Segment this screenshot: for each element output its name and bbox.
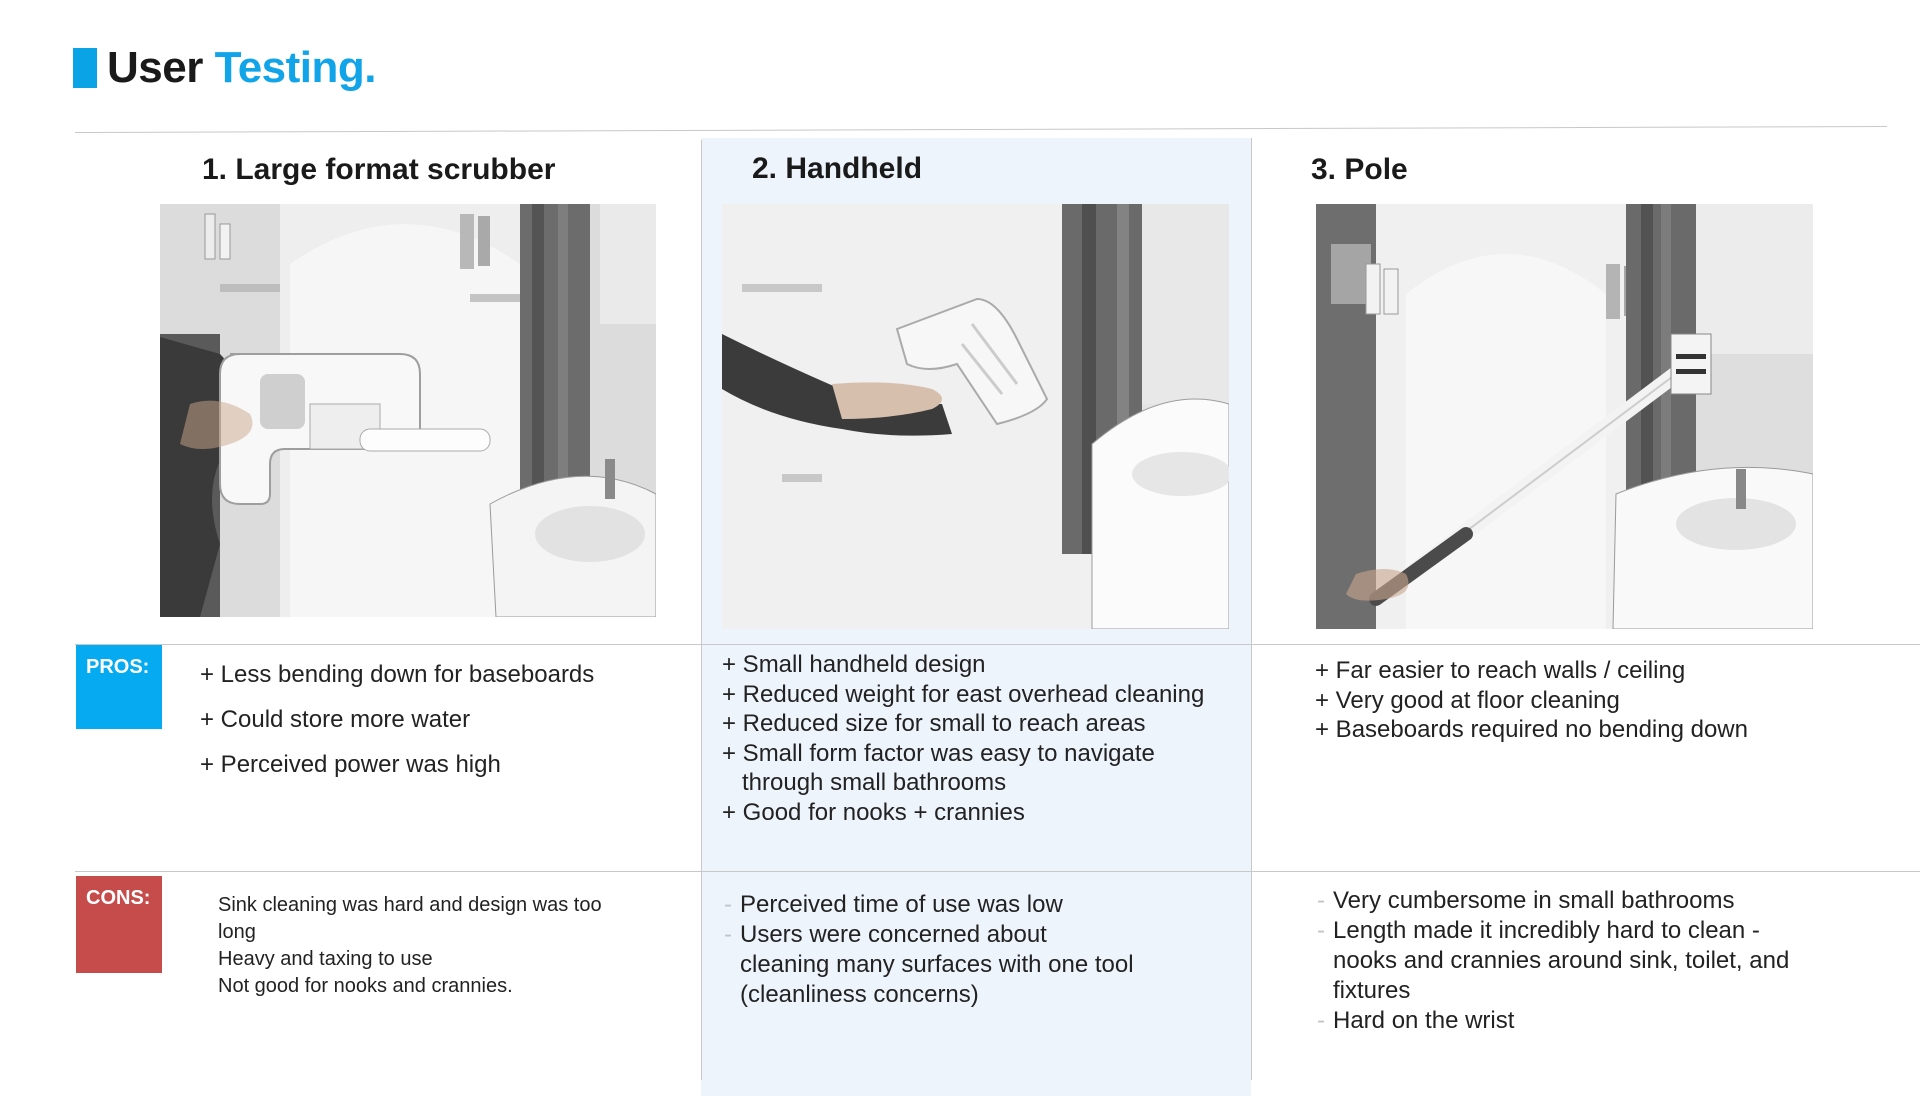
list-item [1317,1006,1789,1036]
list-item: Sink cleaning was hard and design was too [218,894,602,916]
column-heading-pole: 3. Pole [1311,153,1408,186]
column-heading-large-format-scrubber: 1. Large format scrubber [202,153,556,186]
list-item [1317,886,1789,916]
list-item: through small bathrooms [742,769,1007,796]
list-item: + Good for nooks + crannies [722,798,1025,826]
handheld-pros [722,650,1204,827]
list-item: + Could store more water [200,706,471,733]
pole-scrubber-photo-image [1316,204,1813,629]
page-title-user: User [107,43,203,92]
list-item [724,890,1134,920]
list-item: Heavy and taxing to use [218,948,433,970]
header-divider [75,126,1887,133]
cons-divider [75,871,1920,872]
pole-scrubber-photo [1316,204,1813,629]
cons-text: Hard on the wrist [1333,1007,1515,1034]
title-accent-bar [73,48,97,88]
list-item: Not good for nooks and crannies. [218,975,513,997]
list-item: (cleanliness concerns) [740,981,979,1008]
large-format-scrubber-cons [218,892,602,1000]
list-item: + Reduced weight for east overhead cleaning [722,680,1205,708]
pros-tag: PROS: [76,645,162,729]
list-item: long [218,921,256,943]
handheld-cons [724,890,1134,1010]
list-item: nooks and crannies around sink, toilet, and [1333,947,1790,974]
cons-text: Very cumbersome in small bathrooms [1333,887,1735,914]
page-title [107,40,376,96]
bullet-dash: - [1317,917,1325,944]
list-item [724,920,1134,950]
column-divider-2 [1251,138,1252,1080]
list-item: + Very good at floor cleaning [1315,686,1620,714]
bullet-dash: - [1317,1007,1325,1034]
handheld-scrubber-photo [722,204,1229,629]
cons-text: Length made it incredibly hard to clean - [1333,917,1760,944]
list-item [1317,916,1789,946]
pros-divider [75,644,1920,645]
list-item: cleaning many surfaces with one tool [740,951,1134,978]
list-item: + Small handheld design [722,651,986,678]
list-item: + Small form factor was easy to navigate [722,739,1155,767]
column-heading-handheld: 2. Handheld [752,152,923,185]
list-item: + Reduced size for small to reach areas [722,710,1146,737]
list-item: + Less bending down for baseboards [200,661,595,688]
bullet-dash: - [1317,887,1325,914]
pole-pros [1315,656,1748,745]
cons-tag: CONS: [76,876,162,973]
large-format-scrubber-photo-image [160,204,656,617]
page-title-testing: Testing. [214,43,376,92]
large-format-scrubber-photo [160,204,656,617]
list-item: + Perceived power was high [200,751,501,778]
bullet-dash: - [724,891,732,918]
list-item: fixtures [1333,977,1411,1004]
handheld-scrubber-photo-image [722,204,1229,629]
list-item: + Far easier to reach walls / ceiling [1315,657,1686,684]
cons-text: Users were concerned about [740,921,1047,948]
large-format-scrubber-pros [200,652,594,787]
cons-text: Perceived time of use was low [740,891,1063,918]
pole-cons [1317,886,1790,1036]
bullet-dash: - [724,921,732,948]
column-divider-1 [701,140,702,1080]
list-item: + Baseboards required no bending down [1315,716,1748,743]
